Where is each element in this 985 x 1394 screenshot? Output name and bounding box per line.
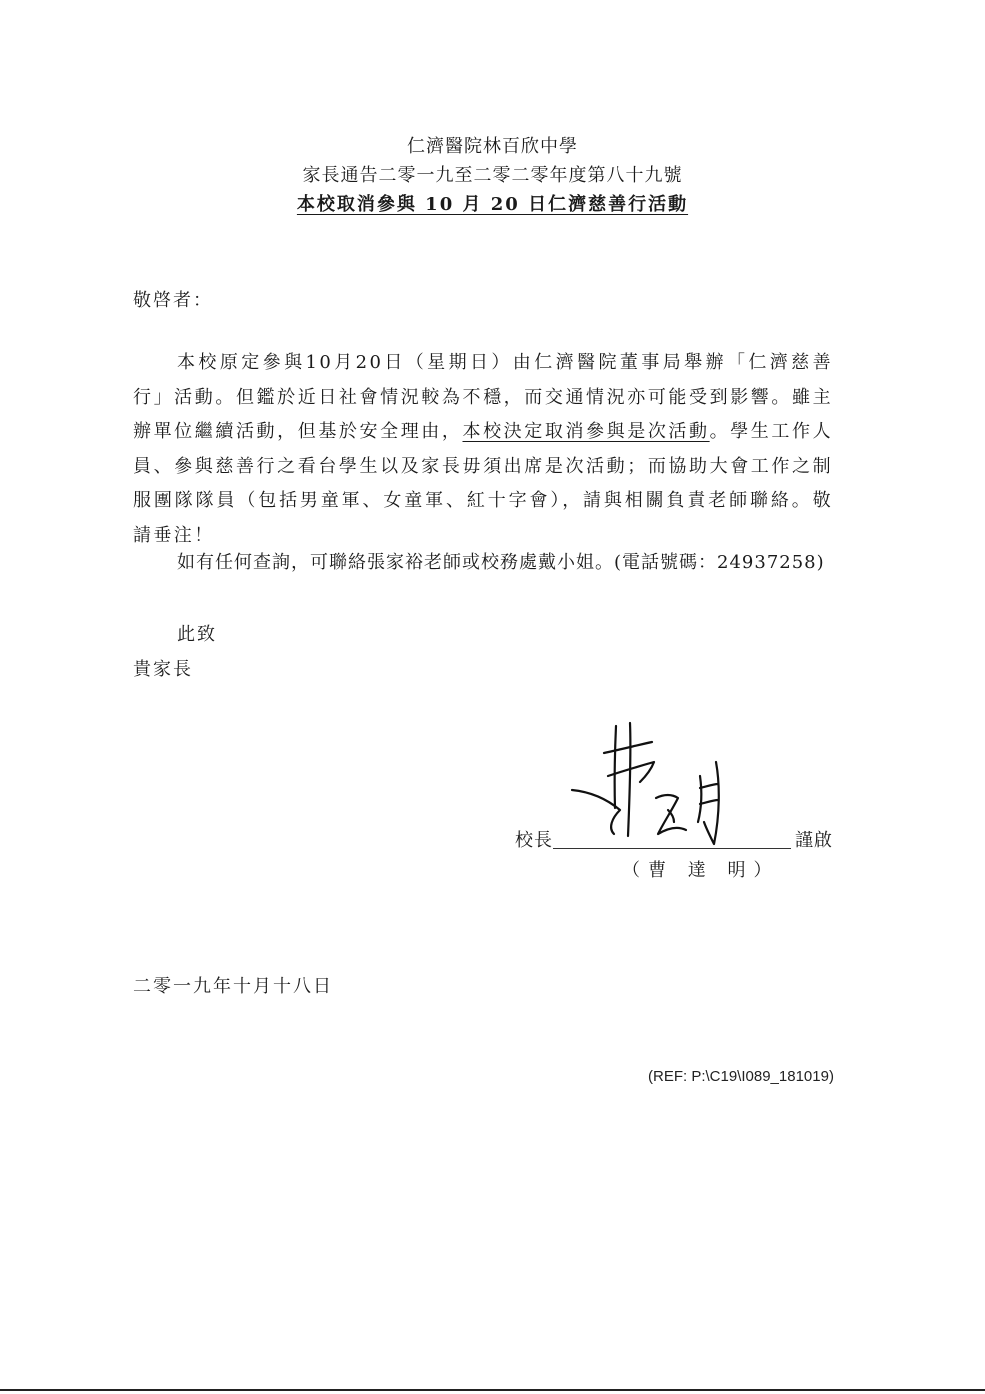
notice-subject [0,190,985,216]
salutation: 敬啓者： [133,290,213,311]
principal-name: （曹 達 明） [622,860,780,881]
closing-line-2: 貴家長 [133,659,193,680]
notice-subject-text: 本校取消參與 10 月 20 日仁濟慈善行活動 [296,194,689,215]
notice-number: 家長通告二零一九至二零二零年度第八十九號 [302,165,683,186]
notice-date: 二零一九年十月十八日 [133,976,333,997]
bottom-border [0,1389,985,1391]
body-underlined-text: 本校決定取消參與是次活動 [462,421,710,442]
enquiry-line: 如有任何查詢，可聯絡張家裕老師或校務處戴小姐。(電話號碼：24937258) [177,552,825,573]
body-text-part1: 本校原定參與10月20日（星期日）由仁濟醫院董事局舉辦「仁濟慈善行」活動。但鑑於近日社會情況較為不穩，而交通情況亦可能受到影響。雖主辦單位繼續活動，但基於安全理由， [133,352,833,442]
closing-line-1: 此致 [177,624,217,645]
signature-title: 校長 [515,830,553,851]
signature-closing: 謹啟 [795,830,833,851]
signature-line [553,848,791,849]
principal-signature [568,718,748,853]
body-paragraph [133,346,833,553]
body-text-part2: 。學生工作人員、參與慈善行之看台學生以及家長毋須出席是次活動；而協助大會工作之制服團隊隊員（包括男童軍、女童軍、紅十字會），請與相關負責老師聯絡。敬請垂注！ [133,421,833,546]
school-name: 仁濟醫院林百欣中學 [407,136,578,157]
reference-code: (REF: P:\C19\I089_181019) [648,1068,834,1085]
